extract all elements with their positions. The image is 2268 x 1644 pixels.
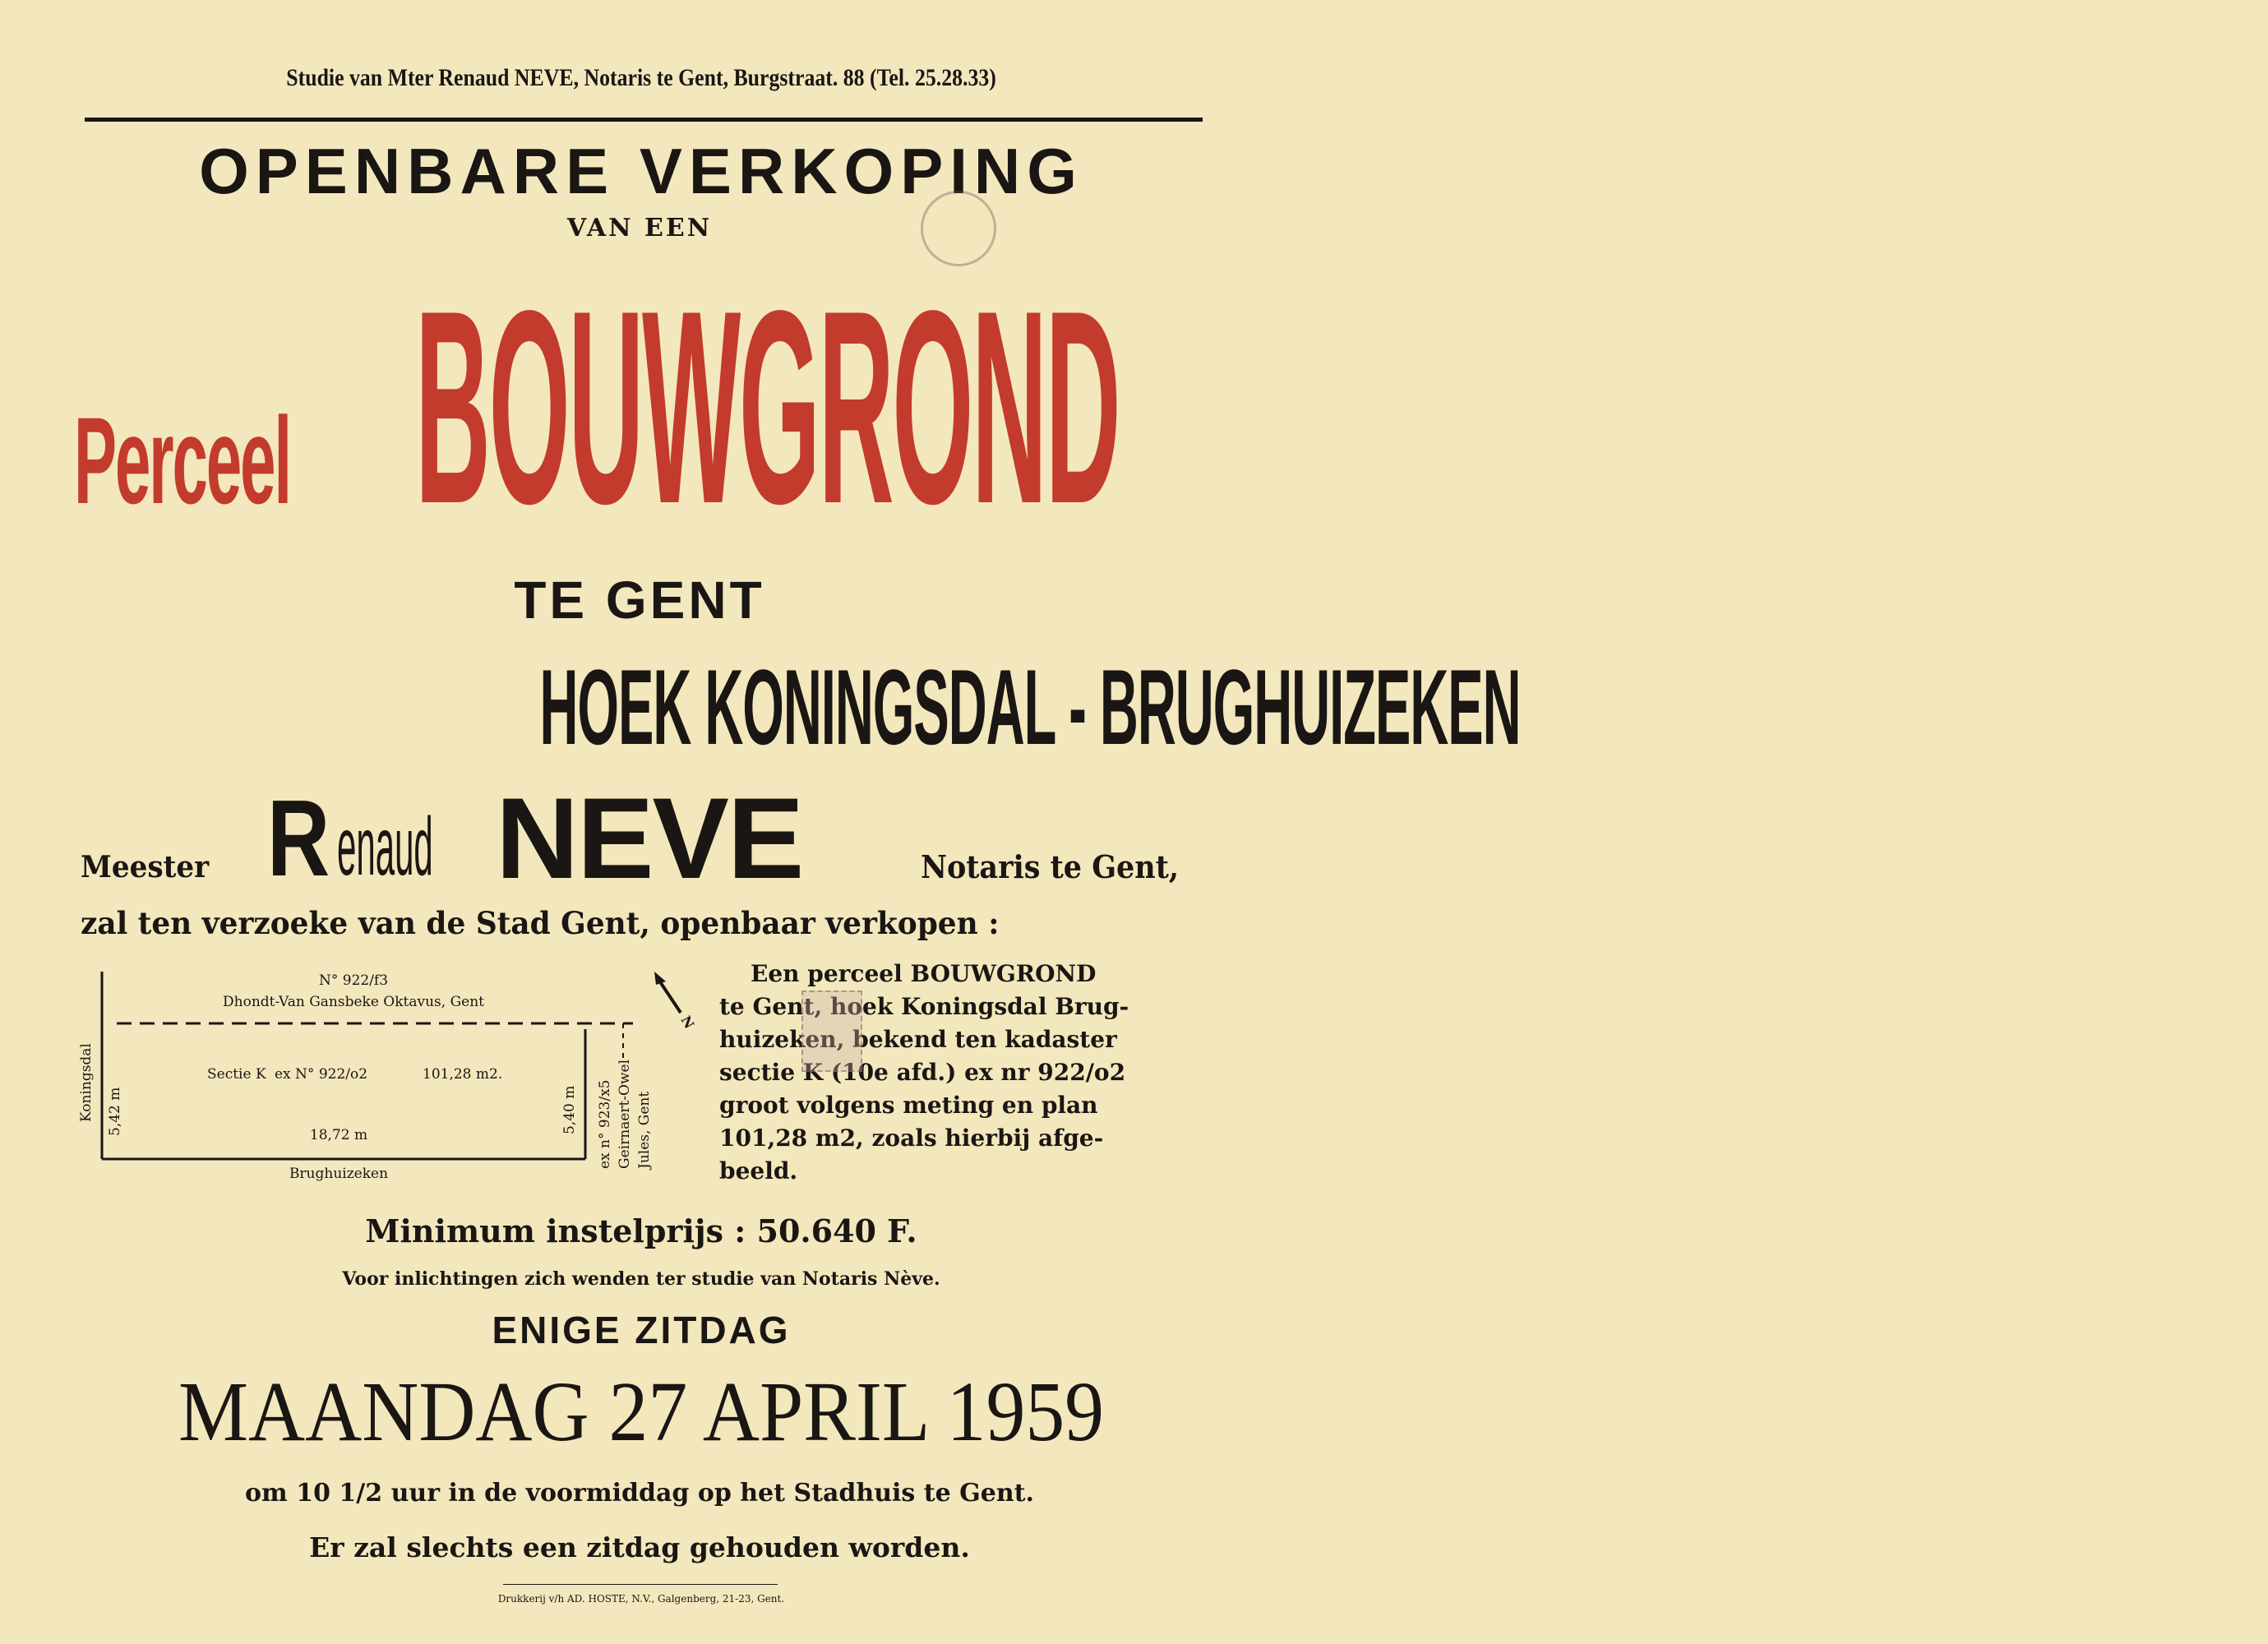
description-line-2: te Gent, hoek Koningsdal Brug-: [719, 993, 1129, 1020]
intro-line: [81, 903, 1149, 944]
neve-name: [496, 774, 907, 903]
plan-left-dim: 5,42 m: [107, 1087, 123, 1136]
renaud-rest-wrap: [337, 801, 485, 892]
bouwgrond-text: BOUWGROND: [415, 253, 1120, 561]
location-line: [49, 641, 1521, 773]
plan-parcel: ex N° 922/o2: [275, 1066, 368, 1083]
meester-text: Meester: [81, 850, 210, 884]
plan-top-owner: Dhondt-Van Gansbeke Oktavus, Gent: [223, 994, 484, 1010]
sale-date-text: MAANDAG 27 APRIL 1959: [178, 1365, 1105, 1459]
meester-label: [81, 847, 245, 888]
te-gent: TE GENT: [514, 570, 765, 630]
footer-rule: [503, 1584, 778, 1585]
parcel-plan: [74, 962, 699, 1192]
plan-right-owner-1: Geirnaert-Owel: [617, 1059, 633, 1169]
plan-left-street: Koningsdal: [78, 1043, 95, 1122]
plan-area: 101,28 m2.: [423, 1066, 503, 1083]
plan-top-number: N° 922/f3: [318, 972, 389, 989]
renaud-rest: enaud: [337, 801, 433, 893]
description-line-6: 101,28 m2, zoals hierbij afge-: [719, 1124, 1104, 1152]
studio-line: [82, 64, 1200, 105]
studio-line-text: Studie van Mter Renaud NEVE, Notaris te Gent, Burgstraat. 88 (Tel. 25.28.33): [286, 64, 996, 91]
title-text: OPENBARE VERKOPING: [199, 135, 1083, 207]
enige-zitdag: ENIGE ZITDAG: [492, 1309, 791, 1351]
plan-bottom-dim: 18,72 m: [309, 1127, 368, 1143]
north-label: N: [677, 1013, 698, 1032]
description-line-7: beeld.: [719, 1157, 798, 1185]
description-block: [719, 958, 1213, 1188]
sale-date: [58, 1363, 1225, 1462]
plan-right-dim: 5,40 m: [561, 1085, 578, 1134]
description-line-5: groot volgens meting en plan: [719, 1092, 1098, 1119]
headline-title: [74, 130, 1208, 212]
plan-right-parcel: ex n° 923/x5: [597, 1079, 613, 1169]
single-session-note: Er zal slechts een zitdag gehouden worden.: [309, 1531, 970, 1563]
description-line-4: sectie K (10e afd.) ex nr 922/o2: [719, 1059, 1126, 1086]
neve-text: NEVE: [496, 774, 803, 903]
intro-text: zal ten verzoeke van de Stad Gent, openbaar verkopen :: [81, 905, 1000, 941]
headline-subtitle: VAN EEN: [566, 214, 713, 242]
revenue-stamp-icon: [801, 991, 862, 1072]
location-text: HOEK KONINGSDAL - BRUGHUIZEKEN: [539, 647, 1521, 767]
minimum-price: Minimum instelprijs : 50.640 F.: [365, 1212, 917, 1249]
description-line-1: Een perceel BOUWGROND: [751, 960, 1097, 987]
info-line: Voor inlichtingen zich wenden ter studie van Notaris Nève.: [342, 1268, 940, 1290]
perceel-word: [74, 378, 403, 543]
north-arrow-icon: [654, 972, 697, 1032]
plan-right-owner-2: Jules, Gent: [636, 1091, 653, 1169]
bouwgrond-word: [415, 251, 1204, 563]
printer-credit: Drukkerij v/h AD. HOSTE, N.V., Galgenberg, 21-23, Gent.: [497, 1593, 785, 1605]
renaud-initial: R: [267, 778, 328, 898]
notaris-text: Notaris te Gent,: [921, 848, 1180, 885]
notaris-label: [921, 847, 1208, 888]
plan-section: Sectie K: [207, 1066, 266, 1083]
header-rule: [85, 118, 1203, 122]
postmark-stamp-icon: [921, 191, 996, 266]
description-line-3: huizeken, bekend ten kadaster: [719, 1026, 1117, 1053]
sale-time: om 10 1/2 uur in de voormiddag op het Stadhuis te Gent.: [245, 1479, 1034, 1508]
plan-bottom-street: Brughuizeken: [289, 1166, 389, 1182]
perceel-text: Perceel: [74, 391, 291, 529]
